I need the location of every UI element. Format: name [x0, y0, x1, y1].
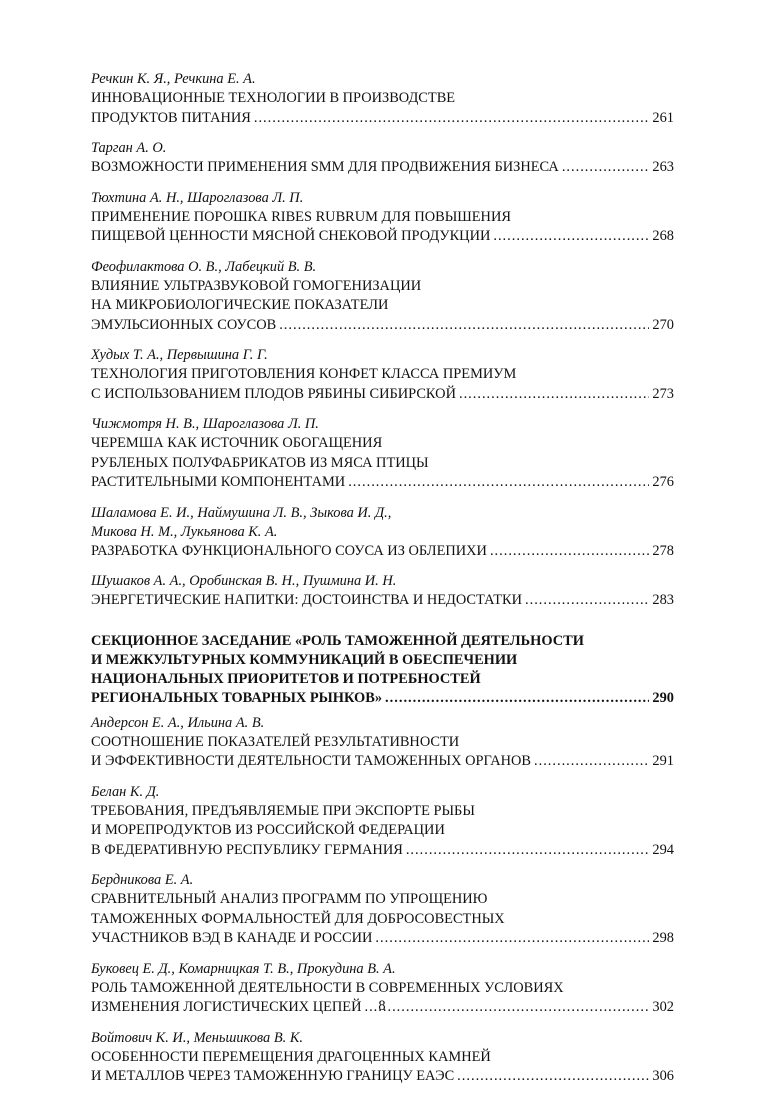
entry-authors: Бердникова Е. А. [91, 872, 194, 888]
dot-leader [375, 929, 649, 949]
toc-entry [91, 139, 674, 178]
dot-leader [562, 158, 650, 178]
toc-entry [91, 258, 674, 336]
entry-last-line [91, 473, 674, 493]
entry-authors: Речкин К. Я., Речкина Е. А. [91, 71, 256, 87]
entry-page-number: 291 [652, 753, 674, 769]
entry-page-number: 276 [652, 474, 674, 490]
toc-entry [91, 572, 674, 611]
entry-title-line: СЕКЦИОННОЕ ЗАСЕДАНИЕ «РОЛЬ ТАМОЖЕННОЙ ДЕЯТЕЛЬНОСТИ [91, 632, 584, 649]
table-of-contents [91, 70, 674, 1098]
toc-entry [91, 70, 674, 128]
dot-leader [493, 227, 649, 247]
entry-authors: Белан К. Д. [91, 783, 160, 800]
entry-last-line [91, 542, 674, 562]
entry-title-line: ИННОВАЦИОННЫЕ ТЕХНОЛОГИИ В ПРОИЗВОДСТВЕ [91, 90, 456, 106]
toc-entry [91, 346, 674, 404]
dot-leader [457, 1067, 649, 1087]
entry-authors: Буковец Е. Д., Комарницкая Т. В., Прокудина В. А. [91, 960, 396, 977]
entry-authors: Андерсон Е. А., Ильина А. В. [91, 714, 265, 731]
entry-authors: Войтович К. И., Меньшикова В. К. [91, 1029, 303, 1046]
entry-last-line [91, 158, 674, 178]
toc-entry [91, 415, 674, 493]
entry-title-line: И МЕЖКУЛЬТУРНЫХ КОММУНИКАЦИЙ В ОБЕСПЕЧЕНИИ [91, 651, 518, 668]
dot-leader [534, 752, 649, 772]
entry-title-line: ЭНЕРГЕТИЧЕСКИЕ НАПИТКИ: ДОСТОИНСТВА И НЕДОСТАТКИ [91, 592, 523, 608]
toc-entry [91, 189, 674, 247]
dot-leader [254, 109, 650, 129]
entry-authors: Тюхтина А. Н., Шароглазова Л. П. [91, 189, 304, 206]
entry-title-line: НАЦИОНАЛЬНЫХ ПРИОРИТЕТОВ И ПОТРЕБНОСТЕЙ [91, 670, 481, 687]
entry-title-line: ПИЩЕВОЙ ЦЕННОСТИ МЯСНОЙ СНЕКОВОЙ ПРОДУКЦИИ [91, 228, 491, 244]
entry-title-line: РЕГИОНАЛЬНЫХ ТОВАРНЫХ РЫНКОВ» [91, 689, 383, 706]
entry-title-line: УЧАСТНИКОВ ВЭД В КАНАДЕ И РОССИИ [91, 930, 373, 946]
entry-page-number: 270 [652, 316, 674, 333]
entry-last-line [91, 689, 674, 708]
entry-title-line: ТЕХНОЛОГИЯ ПРИГОТОВЛЕНИЯ КОНФЕТ КЛАССА ПРЕМИУМ [91, 366, 517, 382]
entry-authors: Тарган А. О. [91, 140, 167, 156]
entry-authors: Микова Н. М., Лукьянова К. А. [91, 523, 278, 540]
entry-page-number: 294 [652, 841, 674, 858]
entry-title-line: ЧЕРЕМША КАК ИСТОЧНИК ОБОГАЩЕНИЯ [91, 435, 383, 451]
entry-title-line: ВЛИЯНИЕ УЛЬТРАЗВУКОВОЙ ГОМОГЕНИЗАЦИИ [91, 277, 422, 294]
entry-page-number: 263 [652, 159, 674, 175]
entry-last-line [91, 929, 674, 949]
entry-title-line: И ЭФФЕКТИВНОСТИ ДЕЯТЕЛЬНОСТИ ТАМОЖЕННЫХ ОРГАНОВ [91, 753, 531, 769]
entry-last-line [91, 752, 674, 772]
toc-entry [91, 783, 674, 861]
entry-title-line: РУБЛЕНЫХ ПОЛУФАБРИКАТОВ ИЗ МЯСА ПТИЦЫ [91, 454, 429, 471]
entry-page-number: 290 [652, 689, 674, 706]
entry-page-number: 302 [652, 999, 674, 1015]
entry-title-line: ПРИМЕНЕНИЕ ПОРОШКА RIBES RUBRUM ДЛЯ ПОВЫШЕНИЯ [91, 208, 511, 225]
entry-authors: Худых Т. А., Первышина Г. Г. [91, 347, 268, 363]
page-number: 8 [378, 998, 386, 1014]
entry-title-line: ТРЕБОВАНИЯ, ПРЕДЪЯВЛЯЕМЫЕ ПРИ ЭКСПОРТЕ РЫБЫ [91, 802, 475, 819]
entry-title-line: ПРОДУКТОВ ПИТАНИЯ [91, 109, 251, 126]
entry-authors: Чижмотря Н. В., Шароглазова Л. П. [91, 416, 319, 432]
dot-leader [490, 542, 649, 562]
entry-page-number: 278 [652, 542, 674, 559]
entry-title-line: РАЗРАБОТКА ФУНКЦИОНАЛЬНОГО СОУСА ИЗ ОБЛЕПИХИ [91, 542, 487, 559]
entry-title-line: ЭМУЛЬСИОННЫХ СОУСОВ [91, 316, 277, 333]
entry-last-line [91, 227, 674, 247]
entry-last-line [91, 316, 674, 336]
entry-title-line: В ФЕДЕРАТИВНУЮ РЕСПУБЛИКУ ГЕРМАНИЯ [91, 841, 403, 858]
dot-leader [385, 689, 649, 708]
entry-authors: Шаламова Е. И., Наймушина Л. В., Зыкова И. Д., [91, 504, 392, 521]
toc-entry [91, 504, 674, 562]
dot-leader [348, 473, 649, 493]
entry-title-line: С ИСПОЛЬЗОВАНИЕМ ПЛОДОВ РЯБИНЫ СИБИРСКОЙ [91, 385, 456, 402]
dot-leader [525, 591, 649, 611]
toc-entry [91, 714, 674, 772]
entry-title-line: ВОЗМОЖНОСТИ ПРИМЕНЕНИЯ SMM ДЛЯ ПРОДВИЖЕНИЯ БИЗНЕСА [91, 159, 559, 175]
entry-title-line: И МЕТАЛЛОВ ЧЕРЕЗ ТАМОЖЕННУЮ ГРАНИЦУ ЕАЭС [91, 1068, 455, 1084]
entry-page-number: 298 [652, 930, 674, 946]
dot-leader [406, 841, 650, 861]
toc-entry [91, 871, 674, 949]
entry-page-number: 306 [652, 1068, 674, 1084]
entry-title-line: ИЗМЕНЕНИЯ ЛОГИСТИЧЕСКИХ ЦЕПЕЙ [91, 999, 362, 1015]
entry-title-line: ТАМОЖЕННЫХ ФОРМАЛЬНОСТЕЙ ДЛЯ ДОБРОСОВЕСТНЫХ [91, 910, 505, 927]
dot-leader [459, 385, 649, 405]
entry-title-line: РАСТИТЕЛЬНЫМИ КОМПОНЕНТАМИ [91, 474, 346, 490]
entry-last-line [91, 1067, 674, 1087]
entry-authors: Шушаков А. А., Оробинская В. Н., Пушмина И. Н. [91, 573, 397, 589]
entry-last-line [91, 841, 674, 861]
entry-last-line [91, 385, 674, 405]
entry-title-line: НА МИКРОБИОЛОГИЧЕСКИЕ ПОКАЗАТЕЛИ [91, 297, 389, 313]
entry-page-number: 283 [652, 592, 674, 608]
entry-title-line: РОЛЬ ТАМОЖЕННОЙ ДЕЯТЕЛЬНОСТИ В СОВРЕМЕННЫХ УСЛОВИЯХ [91, 979, 564, 996]
section-heading [91, 632, 674, 708]
toc-entry [91, 1029, 674, 1087]
entry-title-line: ОСОБЕННОСТИ ПЕРЕМЕЩЕНИЯ ДРАГОЦЕННЫХ КАМНЕЙ [91, 1048, 491, 1065]
entry-title-line: СРАВНИТЕЛЬНЫЙ АНАЛИЗ ПРОГРАММ ПО УПРОЩЕНИЮ [91, 891, 488, 907]
entry-last-line [91, 591, 674, 611]
dot-leader [279, 316, 649, 336]
entry-page-number: 261 [652, 109, 674, 126]
entry-authors: Феофилактова О. В., Лабецкий В. В. [91, 258, 317, 275]
entry-title-line: И МОРЕПРОДУКТОВ ИЗ РОССИЙСКОЙ ФЕДЕРАЦИИ [91, 822, 445, 838]
entry-page-number: 273 [652, 385, 674, 402]
entry-page-number: 268 [652, 228, 674, 244]
entry-last-line [91, 109, 674, 129]
entry-title-line: СООТНОШЕНИЕ ПОКАЗАТЕЛЕЙ РЕЗУЛЬТАТИВНОСТИ [91, 733, 460, 750]
